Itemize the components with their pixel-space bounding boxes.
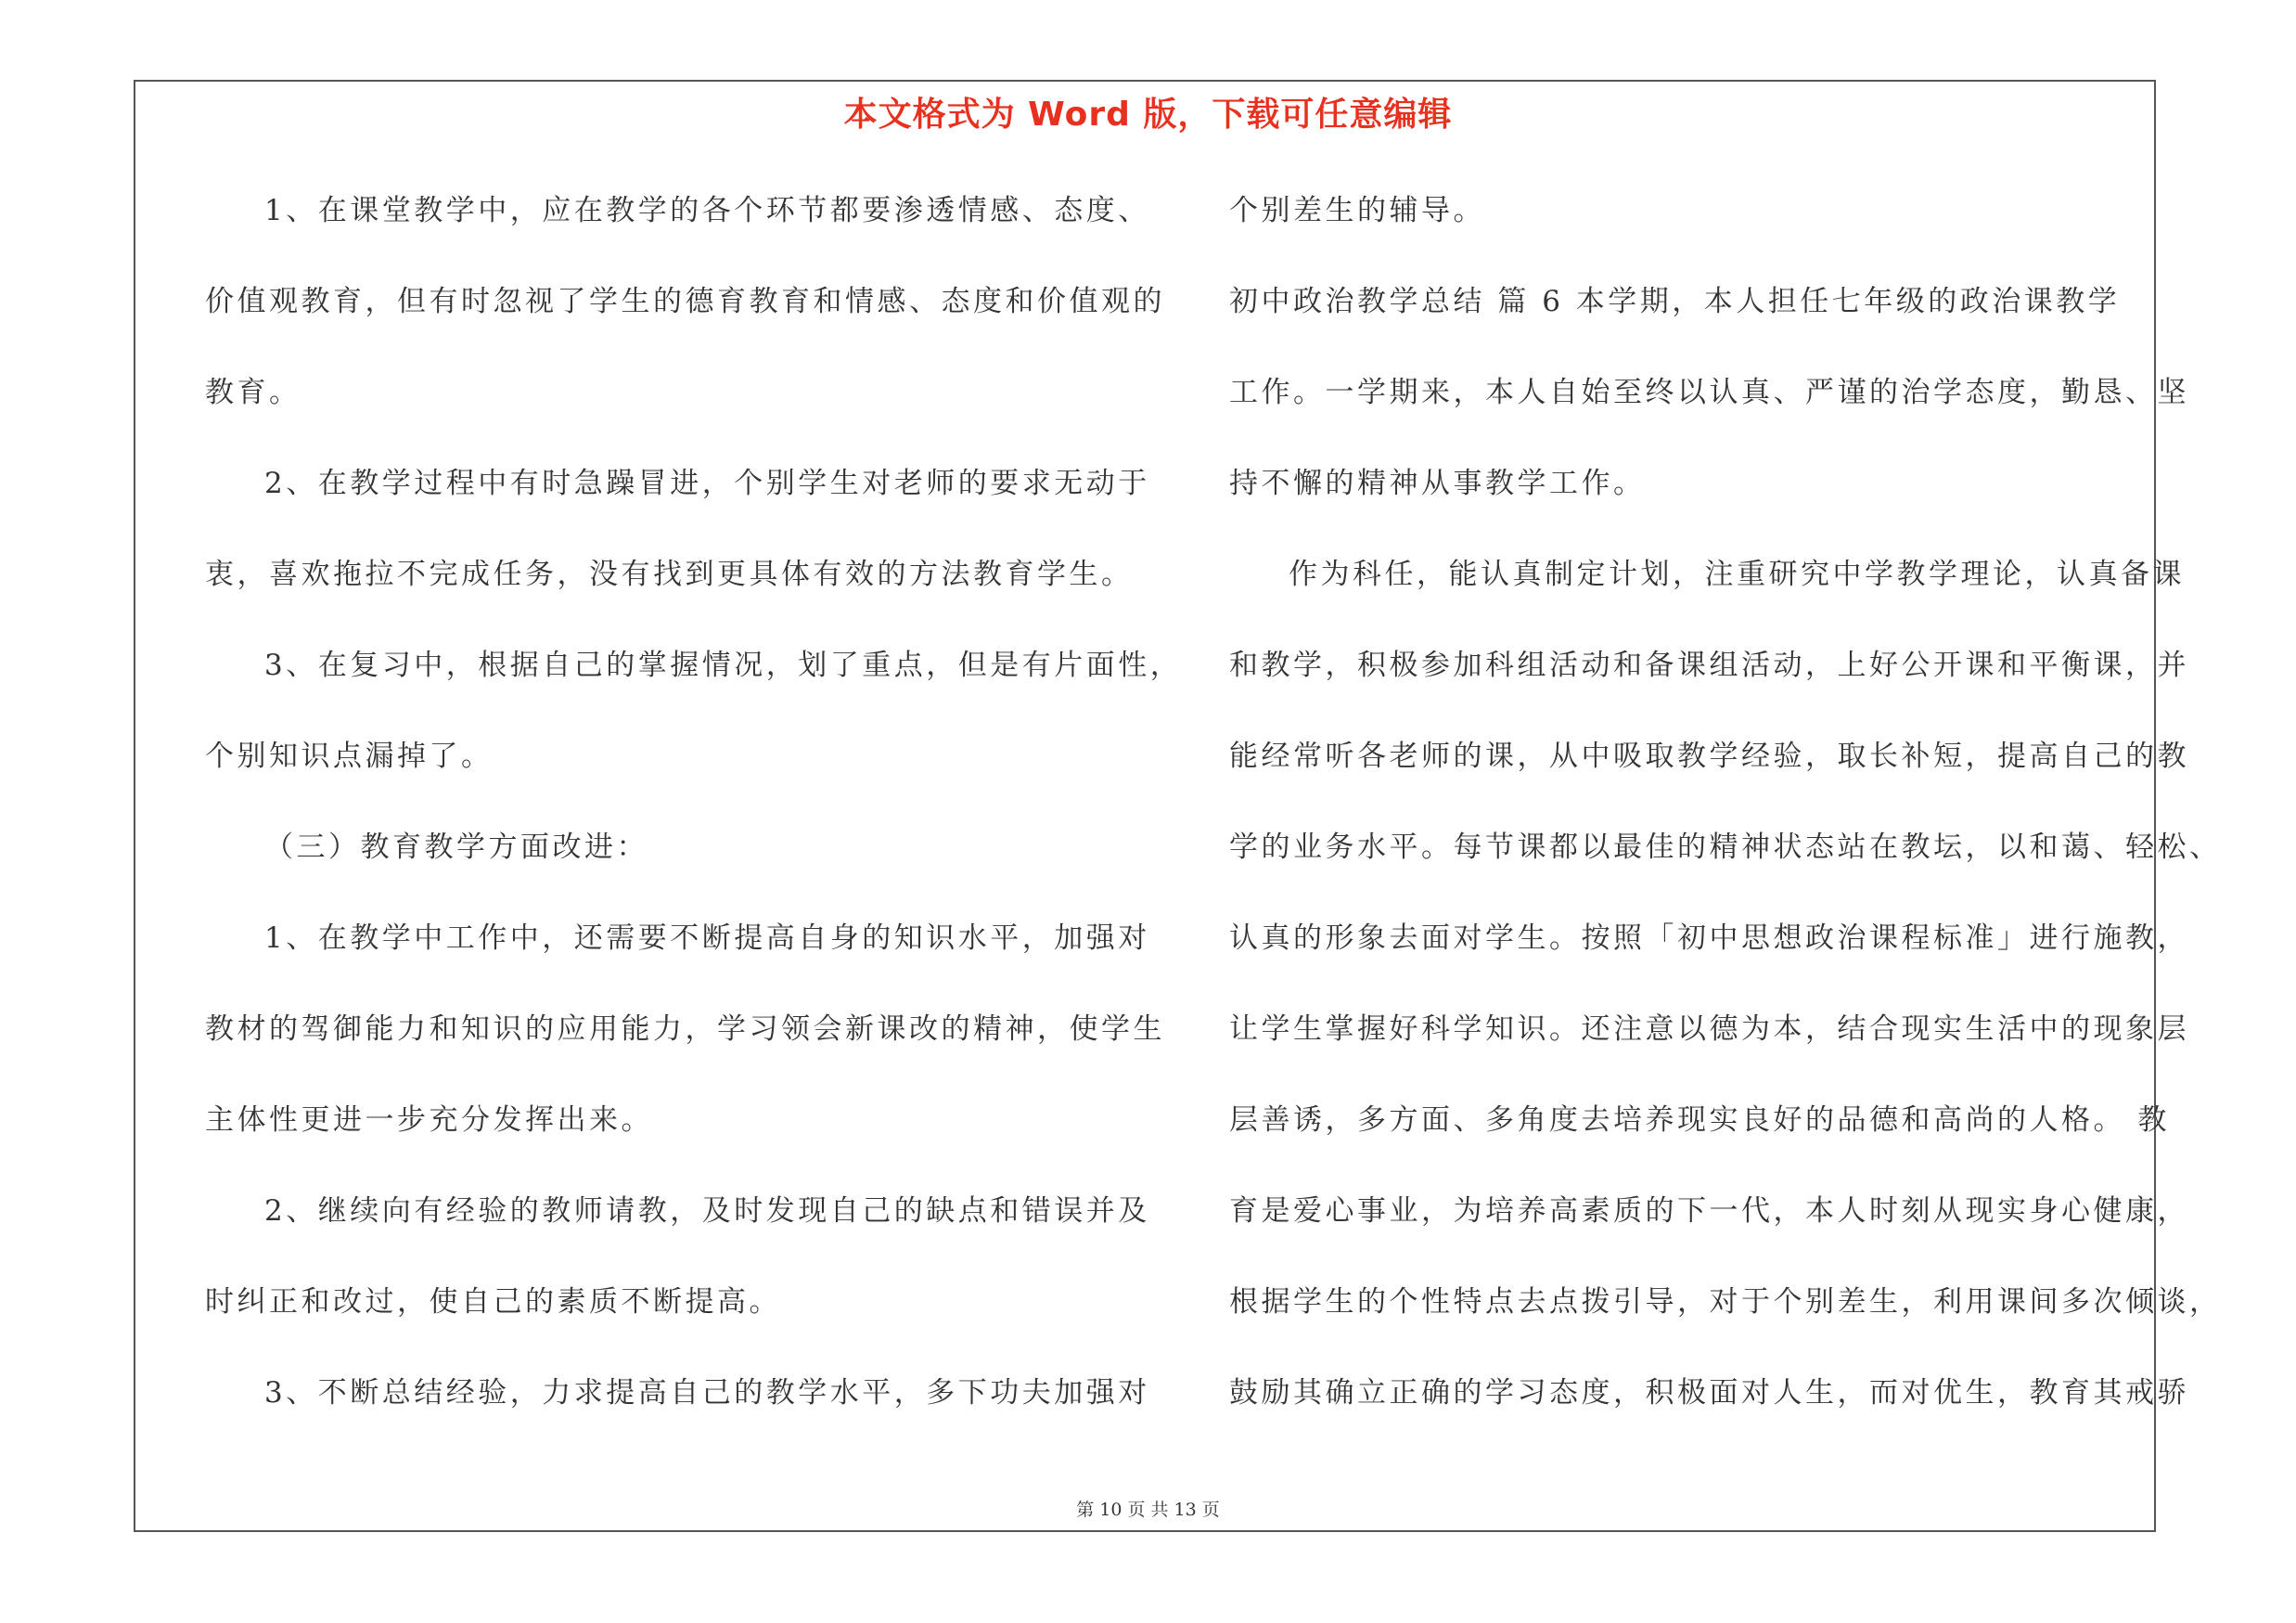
right-column-text-line: 学的业务水平。每节课都以最佳的精神状态站在教坛，以和蔼、轻松、	[1229, 831, 2222, 864]
left-column-text-line: 教材的驾御能力和知识的应用能力，学习领会新课改的精神，使学生	[205, 1012, 1165, 1046]
left-column-text-line: 价值观教育，但有时忽视了学生的德育教育和情感、态度和价值观的	[205, 285, 1165, 318]
left-column-text-line: 主体性更进一步充分发挥出来。	[205, 1103, 653, 1137]
left-column-text-line: 1、在课堂教学中，应在教学的各个环节都要渗透情感、态度、	[264, 194, 1150, 227]
right-column-text-line: 认真的形象去面对学生。按照「初中思想政治课程标准」进行施教，	[1229, 921, 2189, 955]
right-column-text-line: 让学生掌握好科学知识。还注意以德为本，结合现实生活中的现象层	[1229, 1012, 2189, 1046]
left-column-text-line: 1、在教学中工作中，还需要不断提高自身的知识水平，加强对	[264, 921, 1150, 955]
left-column-text-line: 时纠正和改过，使自己的素质不断提高。	[205, 1285, 781, 1319]
left-column-text-line: （三）教育教学方面改进：	[264, 831, 648, 864]
format-banner: 本文格式为 Word 版，下载可任意编辑	[843, 96, 1453, 134]
right-column-text-line: 和教学，积极参加科组活动和备课组活动，上好公开课和平衡课，并	[1229, 649, 2189, 682]
right-column-text-line: 层善诱，多方面、多角度去培养现实良好的品德和高尚的人格。 教	[1229, 1103, 2170, 1137]
right-column-text-line: 工作。一学期来，本人自始至终以认真、严谨的治学态度，勤恳、坚	[1229, 376, 2189, 409]
left-column-text-line: 衷，喜欢拖拉不完成任务，没有找到更具体有效的方法教育学生。	[205, 558, 1134, 591]
right-column	[1229, 165, 2222, 1438]
left-column-text-line: 2、继续向有经验的教师请教，及时发现自己的缺点和错误并及	[264, 1194, 1150, 1228]
right-column-text-line: 育是爱心事业，为培养高素质的下一代，本人时刻从现实身心健康，	[1229, 1194, 2189, 1228]
left-column-text-line: 3、不断总结经验，力求提高自己的教学水平，多下功夫加强对	[264, 1376, 1150, 1410]
right-column-text-line: 个别差生的辅导。	[1229, 194, 1485, 227]
left-column	[205, 165, 1183, 1438]
left-column-text-line: 教育。	[205, 376, 301, 409]
left-column-text-line: 2、在教学过程中有时急躁冒进，个别学生对老师的要求无动于	[264, 467, 1150, 500]
right-column-text-line: 能经常听各老师的课，从中吸取教学经验，取长补短，提高自己的教	[1229, 740, 2189, 773]
right-column-text-line: 根据学生的个性特点去点拨引导，对于个别差生，利用课间多次倾谈，	[1229, 1285, 2222, 1319]
right-column-text-line: 持不懈的精神从事教学工作。	[1229, 467, 1646, 500]
left-column-text-line: 3、在复习中，根据自己的掌握情况，划了重点，但是有片面性，	[264, 649, 1183, 682]
page-footer: 第 10 页 共 13 页	[1076, 1500, 1220, 1520]
right-column-text-line: 鼓励其确立正确的学习态度，积极面对人生，而对优生，教育其戒骄	[1229, 1376, 2189, 1410]
right-column-text-line: 作为科任，能认真制定计划，注重研究中学教学理论，认真备课	[1289, 558, 2185, 591]
right-column-text-line: 初中政治教学总结 篇 6 本学期，本人担任七年级的政治课教学	[1229, 285, 2121, 318]
left-column-text-line: 个别知识点漏掉了。	[205, 740, 494, 773]
